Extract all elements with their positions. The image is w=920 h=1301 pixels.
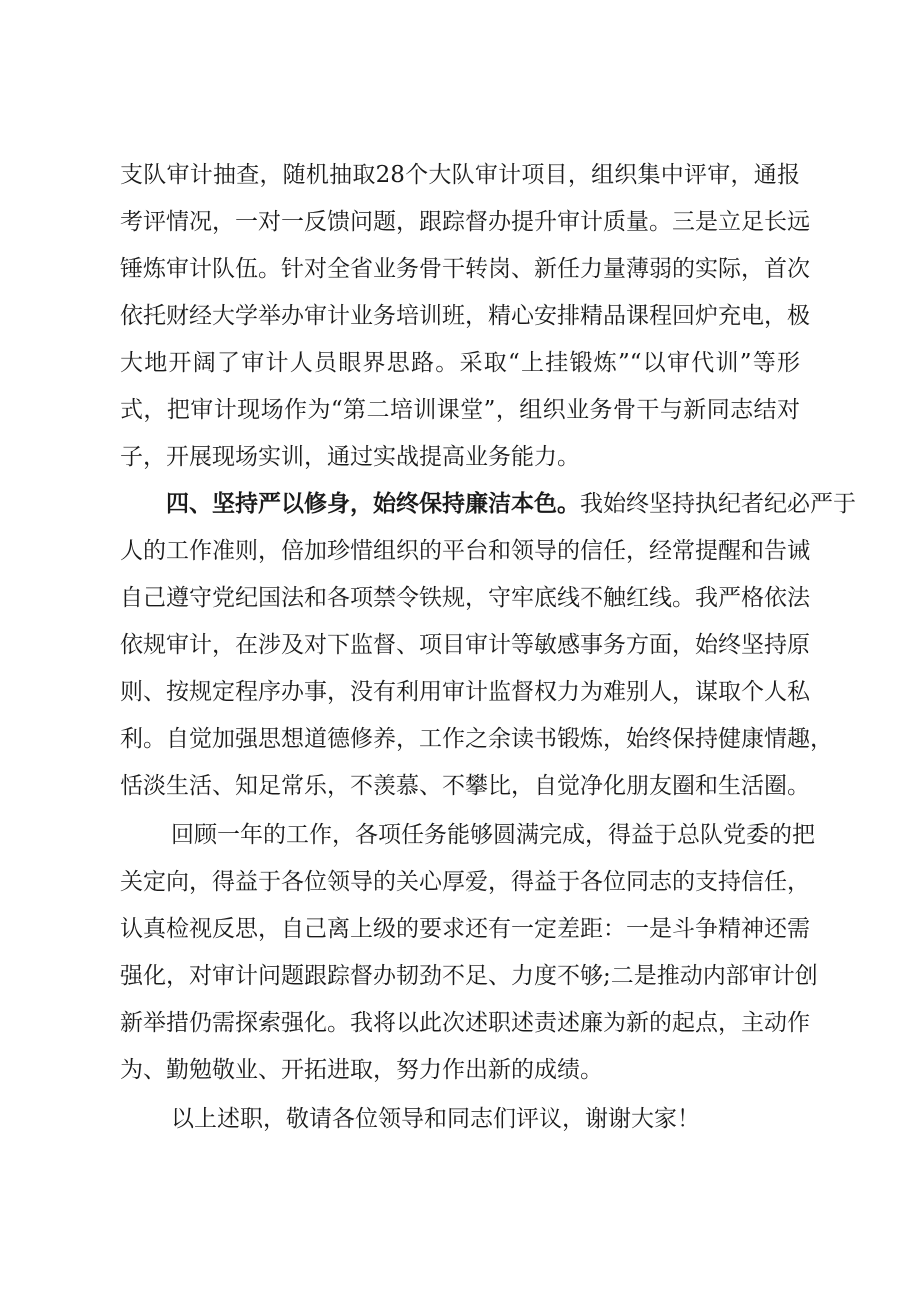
paragraph-1-line-3: 锤炼审计队伍。针对全省业务骨干转岗、新任力量薄弱的实际，首次 — [120, 256, 810, 282]
paragraph-1-line-2: 考评情况，一对一反馈问题，跟踪督办提升审计质量。三是立足长远 — [120, 209, 810, 235]
paragraph-2-line-4: 依规审计，在涉及对下监督、项目审计等敏感事务方面，始终坚持原 — [120, 632, 810, 658]
paragraph-2-line-7: 恬淡生活、知足常乐，不羡慕、不攀比，自觉净化朋友圈和生活圈。 — [120, 773, 810, 799]
paragraph-2-line-2: 人的工作准则，倍加珍惜组织的平台和领导的信任，经常提醒和告诫 — [120, 538, 810, 564]
paragraph-2-line-5: 则、按规定程序办事，没有利用审计监督权力为难别人，谋取个人私 — [120, 679, 810, 705]
paragraph-3-line-4: 强化，对审计问题跟踪督办韧劲不足、力度不够;二是推动内部审计创 — [120, 963, 818, 989]
closing-line: 以上述职，敬请各位领导和同志们评议，谢谢大家！ — [171, 1106, 700, 1132]
paragraph-2-line-1-rest: 我始终坚持执纪者纪必严于 — [580, 491, 856, 517]
paragraph-2-line-6: 利。自觉加强思想道德修养，工作之余读书锻炼，始终保持健康情趣， — [120, 726, 833, 752]
paragraph-3-line-5: 新举措仍需探索强化。我将以此次述职述责述廉为新的起点，主动作 — [120, 1010, 810, 1036]
paragraph-1-line-1: 支队审计抽查，随机抽取28个大队审计项目，组织集中评审，通报 — [120, 162, 800, 188]
paragraph-1-line-4: 依托财经大学举办审计业务培训班，精心安排精品课程回炉充电，极 — [120, 303, 810, 329]
paragraph-1-line-7: 子，开展现场实训，通过实战提高业务能力。 — [120, 444, 580, 470]
paragraph-3-line-2: 关定向，得益于各位领导的关心厚爱，得益于各位同志的支持信任， — [120, 869, 810, 895]
paragraph-2-line-3: 自己遵守党纪国法和各项禁令铁规，守牢底线不触红线。我严格依法 — [120, 585, 810, 611]
paragraph-1-line-6: 式，把审计现场作为“第二培训课堂”，组织业务骨干与新同志结对 — [120, 397, 800, 423]
paragraph-3-line-3: 认真检视反思，自己离上级的要求还有一定差距：一是斗争精神还需 — [120, 916, 810, 942]
paragraph-2-line-1 — [166, 487, 856, 521]
paragraph-3-line-1: 回顾一年的工作，各项任务能够圆满完成，得益于总队党委的把 — [171, 822, 815, 848]
paragraph-3-line-6: 为、勤勉敬业、开拓进取，努力作出新的成绩。 — [120, 1057, 603, 1083]
paragraph-1-line-5: 大地开阔了审计人员眼界思路。采取“上挂锻炼”“以审代训”等形 — [120, 350, 800, 376]
section-heading: 四、坚持严以修身，始终保持廉洁本色。 — [166, 491, 580, 517]
